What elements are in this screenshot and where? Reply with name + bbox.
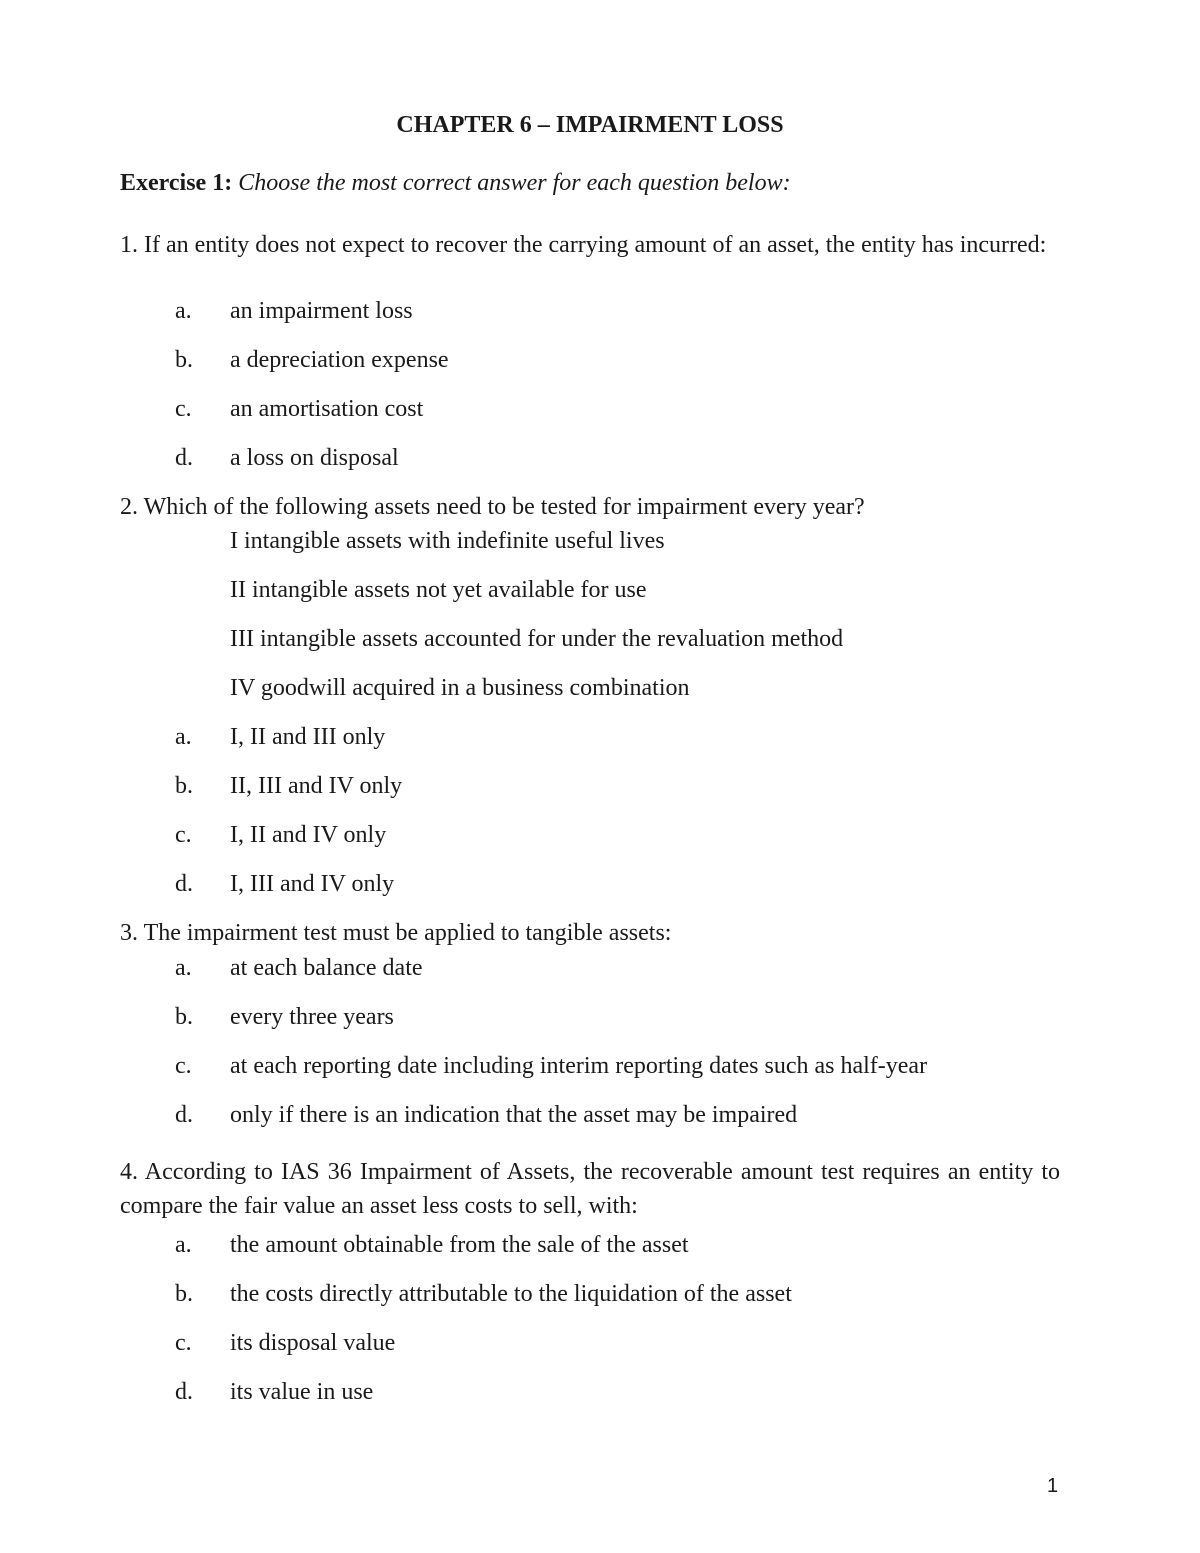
option-d [175,441,399,475]
question-2 [120,490,1060,524]
option-letter: b. [175,1004,193,1030]
option-text: the amount obtainable from the sale of the asset [230,1232,689,1258]
option-b [175,769,402,803]
option-letter: b. [175,347,193,373]
option-c [175,392,423,426]
option-letter: a. [175,724,192,750]
option-text: at each reporting date including interim reporting dates such as half-year [230,1053,928,1079]
option-text: an impairment loss [230,298,413,324]
statement-iv: IV goodwill acquired in a business combination [230,675,690,701]
option-letter: d. [175,445,193,471]
question-4 [120,1155,1060,1223]
statement-ii: II intangible assets not yet available for use [230,577,647,603]
option-d [175,867,394,901]
option-letter: c. [175,1053,192,1079]
exercise-label: Exercise 1: [120,170,233,196]
option-letter: b. [175,773,193,799]
option-c [175,1326,395,1360]
option-text: I, II and IV only [230,822,387,848]
exercise-instruction: Choose the most correct answer for each question below: [238,170,791,196]
option-c [175,1049,927,1083]
option-a [175,951,423,985]
option-letter: d. [175,1102,193,1128]
option-text: its disposal value [230,1330,396,1356]
question-3 [120,916,1060,950]
option-text: a loss on disposal [230,445,399,471]
option-letter: a. [175,1232,192,1258]
statement-i: I intangible assets with indefinite useful lives [230,528,665,554]
option-letter: d. [175,871,193,897]
option-text: only if there is an indication that the asset may be impaired [230,1102,798,1128]
option-text: a depreciation expense [230,347,449,373]
option-text: I, III and IV only [230,871,395,897]
question-1 [120,228,1060,262]
page-number: 1 [1047,1475,1059,1497]
option-d [175,1375,373,1409]
option-a [175,294,413,328]
question-stem: 2. Which of the following assets need to be tested for impairment every year? [120,494,865,520]
option-letter: c. [175,822,192,848]
option-letter: b. [175,1281,193,1307]
question-stem: 4. According to IAS 36 Impairment of Assets, the recoverable amount test requires an entity to compare the fair value an asset less costs to sell, with: [120,1159,1060,1219]
option-text: the costs directly attributable to the liquidation of the asset [230,1281,792,1307]
option-text: at each balance date [230,955,423,981]
option-b [175,1277,792,1311]
option-text: its value in use [230,1379,374,1405]
option-text: II, III and IV only [230,773,403,799]
question-stem: 1. If an entity does not expect to recover the carrying amount of an asset, the entity has incurred: [120,232,1047,258]
option-d [175,1098,797,1132]
option-text: I, II and III only [230,724,386,750]
option-text: every three years [230,1004,394,1030]
option-letter: c. [175,1330,192,1356]
option-b [175,343,449,377]
option-b [175,1000,394,1034]
option-a [175,720,385,754]
question-stem: 3. The impairment test must be applied to tangible assets: [120,920,672,946]
chapter-title: CHAPTER 6 – IMPAIRMENT LOSS [396,112,784,138]
option-letter: a. [175,298,192,324]
option-letter: d. [175,1379,193,1405]
option-c [175,818,386,852]
option-text: an amortisation cost [230,396,424,422]
option-letter: a. [175,955,192,981]
option-a [175,1228,689,1262]
exercise-heading [120,170,791,197]
option-letter: c. [175,396,192,422]
statement-iii: III intangible assets accounted for under the revaluation method [230,626,844,652]
